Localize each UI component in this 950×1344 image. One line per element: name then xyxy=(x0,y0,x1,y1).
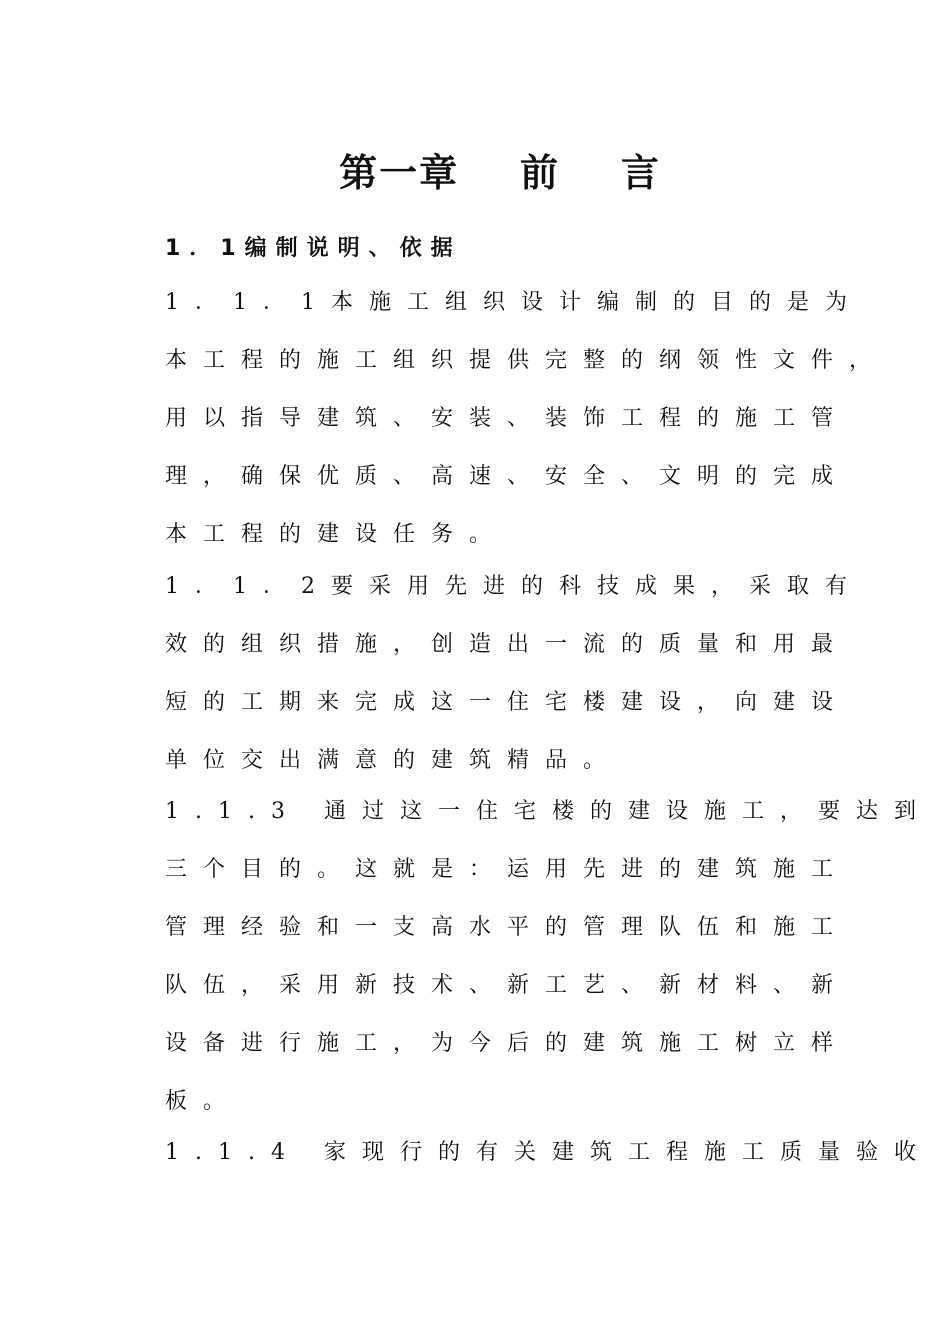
body-line: 板。 xyxy=(165,1089,242,1114)
body-line: 理，确保优质、高速、安全、文明的完成 xyxy=(165,464,850,489)
chapter-title: 第一章 前 言 xyxy=(339,151,661,195)
body-line: 本工程的建设任务。 xyxy=(165,522,508,547)
body-line: 1.1.3 通过这一住宅楼的建设施工，要达到 xyxy=(165,799,932,824)
body-line: 1．1．2要采用先进的科技成果，采取有 xyxy=(165,574,863,599)
body-line: 效的组织措施，创造出一流的质量和用最 xyxy=(165,632,850,657)
section-heading: 1．1编制说明、依据 xyxy=(165,236,462,261)
body-line: 队伍，采用新技术、新工艺、新材料、新 xyxy=(165,973,850,998)
body-line: 单位交出满意的建筑精品。 xyxy=(165,748,622,773)
body-line: 本工程的施工组织提供完整的纲领性文件， xyxy=(165,348,888,373)
body-line: 设备进行施工，为今后的建筑施工树立样 xyxy=(165,1031,850,1056)
body-line: 三个目的。这就是：运用先进的建筑施工 xyxy=(165,857,850,882)
body-line: 管理经验和一支高水平的管理队伍和施工 xyxy=(165,915,850,940)
body-line: 用以指导建筑、安装、装饰工程的施工管 xyxy=(165,406,850,431)
body-line: 1．1．1本施工组织设计编制的目的是为 xyxy=(165,290,863,315)
body-line: 短的工期来完成这一住宅楼建设，向建设 xyxy=(165,690,850,715)
body-line: 1.1.4 家现行的有关建筑工程施工质量验收 xyxy=(165,1140,932,1165)
